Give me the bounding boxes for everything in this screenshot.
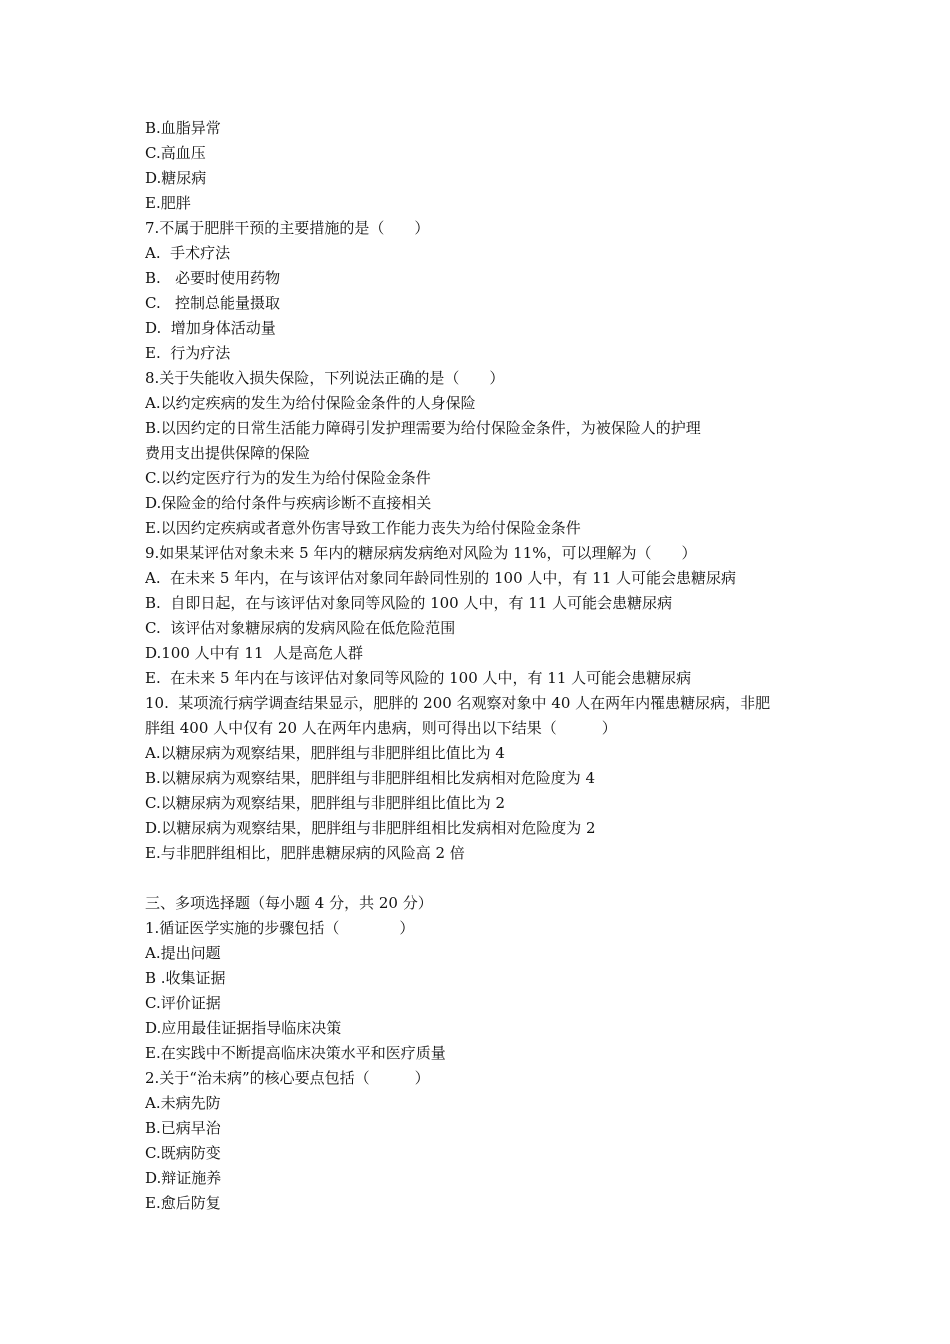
q6-option-b: B.血脂异常 <box>145 119 221 137</box>
q10-stem-line1: 10. 某项流行病学调查结果显示，肥胖的 200 名观察对象中 40 人在两年内罹患糖尿病，非肥 <box>145 694 771 712</box>
q6-option-c: C.高血压 <box>145 144 206 162</box>
q8-option-b-continued: 费用支出提供保障的保险 <box>145 444 311 462</box>
q8-option-e: E.以因约定疾病或者意外伤害导致工作能力丧失为给付保险金条件 <box>145 519 581 537</box>
q7-option-e: E. 行为疗法 <box>145 344 231 362</box>
multi-question-1 <box>145 916 825 1066</box>
q10-option-e: E.与非肥胖组相比，肥胖患糖尿病的风险高 2 倍 <box>145 844 465 862</box>
m1-stem: 1.循证医学实施的步骤包括（ ） <box>145 919 415 937</box>
q7-option-d: D. 增加身体活动量 <box>145 319 276 337</box>
m1-option-e: E.在实践中不断提高临床决策水平和医疗质量 <box>145 1044 446 1062</box>
q10-option-a: A.以糖尿病为观察结果，肥胖组与非肥胖组比值比为 4 <box>145 744 505 762</box>
q8-option-a: A.以约定疾病的发生为给付保险金条件的人身保险 <box>145 394 476 412</box>
question-10 <box>145 691 825 866</box>
multi-question-2 <box>145 1066 825 1216</box>
q9-option-a: A. 在未来 5 年内，在与该评估对象同年龄同性别的 100 人中，有 11 人可能会患糖尿病 <box>145 569 737 587</box>
question-8 <box>145 366 825 541</box>
q7-option-b: B. 必要时使用药物 <box>145 269 281 287</box>
q9-option-b: B. 自即日起，在与该评估对象同等风险的 100 人中，有 11 人可能会患糖尿病 <box>145 594 673 612</box>
q10-option-d: D.以糖尿病为观察结果，肥胖组与非肥胖组相比发病相对危险度为 2 <box>145 819 596 837</box>
q9-option-c: C. 该评估对象糖尿病的发病风险在低危险范围 <box>145 619 456 637</box>
q6-option-d: D.糖尿病 <box>145 169 207 187</box>
m1-option-b: B .收集证据 <box>145 969 226 987</box>
question-6-options <box>145 116 825 216</box>
q6-option-e: E.肥胖 <box>145 194 191 212</box>
q8-stem: 8.关于失能收入损失保险，下列说法正确的是（ ） <box>145 369 505 387</box>
q10-stem-line2: 胖组 400 人中仅有 20 人在两年内患病，则可得出以下结果（ ） <box>145 719 617 737</box>
q7-stem: 7.不属于肥胖干预的主要措施的是（ ） <box>145 219 430 237</box>
q7-option-a: A. 手术疗法 <box>145 244 231 262</box>
m1-option-d: D.应用最佳证据指导临床决策 <box>145 1019 342 1037</box>
question-7 <box>145 216 825 366</box>
q8-option-b: B.以因约定的日常生活能力障碍引发护理需要为给付保险金条件，为被保险人的护理 <box>145 419 701 437</box>
m1-option-c: C.评价证据 <box>145 994 221 1012</box>
q7-option-c: C. 控制总能量摄取 <box>145 294 281 312</box>
m2-option-d: D.辩证施养 <box>145 1169 222 1187</box>
m2-stem: 2.关于“治未病”的核心要点包括（ ） <box>145 1069 430 1087</box>
q9-stem: 9.如果某评估对象未来 5 年内的糖尿病发病绝对风险为 11%，可以理解为（ ） <box>145 544 697 562</box>
m2-option-e: E.愈后防复 <box>145 1194 221 1212</box>
q8-option-c: C.以约定医疗行为的发生为给付保险金条件 <box>145 469 431 487</box>
section-3 <box>145 891 825 1216</box>
section-3-heading: 三、多项选择题（每小题 4 分，共 20 分） <box>145 894 433 912</box>
question-9 <box>145 541 825 691</box>
q9-option-e: E. 在未来 5 年内在与该评估对象同等风险的 100 人中，有 11 人可能会患糖尿病 <box>145 669 692 687</box>
question-content <box>145 116 825 1216</box>
m1-option-a: A.提出问题 <box>145 944 221 962</box>
q9-option-d: D.100 人中有 11 人是高危人群 <box>145 644 364 662</box>
m2-option-a: A.未病先防 <box>145 1094 221 1112</box>
section-spacer <box>145 866 825 891</box>
m2-option-c: C.既病防变 <box>145 1144 221 1162</box>
q10-option-b: B.以糖尿病为观察结果，肥胖组与非肥胖组相比发病相对危险度为 4 <box>145 769 596 787</box>
q8-option-d: D.保险金的给付条件与疾病诊断不直接相关 <box>145 494 432 512</box>
m2-option-b: B.已病早治 <box>145 1119 221 1137</box>
q10-option-c: C.以糖尿病为观察结果，肥胖组与非肥胖组比值比为 2 <box>145 794 506 812</box>
